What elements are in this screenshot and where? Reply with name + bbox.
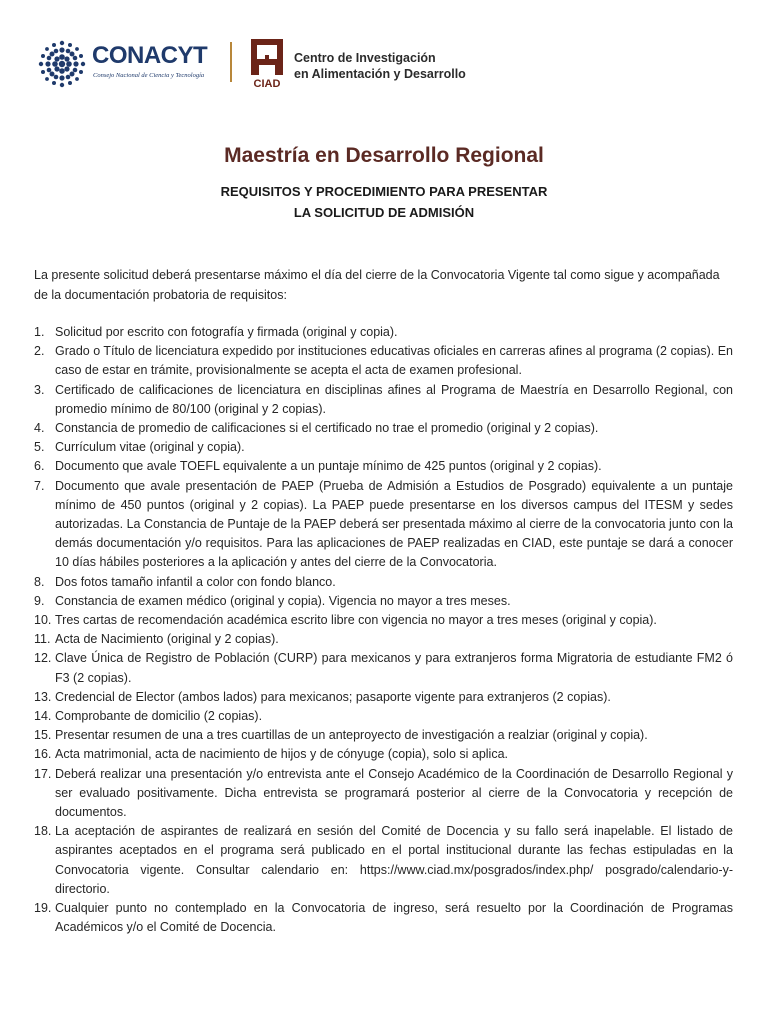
list-item <box>34 573 733 592</box>
document-header <box>34 30 734 94</box>
conacyt-logo-icon <box>34 36 90 92</box>
list-item-text: Certificado de calificaciones de licenciatura en disciplinas afines al Programa de Maestría en Desarrollo Regional, con promedio mínimo de 80/100 (original y 2 copias). <box>55 382 733 416</box>
conacyt-wordmark: CONACYT <box>92 42 208 69</box>
subtitle-line-1: REQUISITOS Y PROCEDIMIENTO PARA PRESENTAR <box>220 184 548 199</box>
list-item <box>34 419 733 438</box>
list-item <box>34 899 733 937</box>
list-item-text: Acta de Nacimiento (original y 2 copias). <box>55 632 279 647</box>
ciad-logo-icon <box>247 35 287 81</box>
list-item <box>34 457 733 476</box>
ciad-acronym: CIAD <box>253 78 281 90</box>
list-item-number: 10. <box>34 613 52 628</box>
list-item <box>34 822 733 899</box>
list-item-number: 11. <box>34 632 51 647</box>
list-item-number: 1. <box>34 325 45 339</box>
list-item-text: Tres cartas de recomendación académica escrito libre con vigencia no mayor a tres meses (original y copia). <box>55 613 657 628</box>
list-item-number: 3. <box>34 382 45 397</box>
list-item <box>34 342 733 380</box>
list-item-text: Credencial de Elector (ambos lados) para mexicanos; pasaporte vigente para extranjeros (2 copias). <box>55 689 611 704</box>
list-item <box>34 765 733 823</box>
requirements-list <box>34 323 733 938</box>
list-item-text: Grado o Título de licenciatura expedido por instituciones educativas oficiales en carreras afines al programa (2 copias). En caso de estar en trámite, provisionalmente se acepta el acta de examen profesional. <box>55 344 733 378</box>
list-item-text: Comprobante de domicilio (2 copias). <box>55 709 263 724</box>
list-item <box>34 592 733 611</box>
list-item <box>34 630 733 649</box>
list-item <box>34 611 733 630</box>
list-item-text: Constancia de promedio de calificaciones si el certificado no trae el promedio (original y 2 copias). <box>55 421 599 436</box>
center-name-line-1: Centro de Investigación <box>294 51 436 65</box>
subtitle-line-2: LA SOLICITUD DE ADMISIÓN <box>293 205 475 220</box>
list-item-text: Documento que avale TOEFL equivalente a un puntaje mínimo de 425 puntos (original y 2 copias). <box>55 459 602 474</box>
list-item-number: 19. <box>34 901 52 916</box>
list-item <box>34 688 733 707</box>
list-item-number: 6. <box>34 459 45 474</box>
list-item-text: Solicitud por escrito con fotografía y firmada (original y copia). <box>55 325 398 339</box>
list-item-number: 13. <box>34 689 52 704</box>
list-item-text: La aceptación de aspirantes de realizará en sesión del Comité de Docencia y su fallo será inapelable. El listado de aspirantes aceptados en el programa será publicado en el portal institucional durante las fechas estipuladas en la Convocatoria vigente. Consultar calendario en: https://www.ciad.mx/posgrados/index.php/ posgrado/calendario-y-directorio. <box>55 824 733 896</box>
list-item-text: Acta matrimonial, acta de nacimiento de hijos y de cónyuge (copia), solo si aplica. <box>55 747 509 762</box>
list-item <box>34 726 733 745</box>
list-item-number: 17. <box>34 766 52 781</box>
list-item-number: 15. <box>34 728 52 743</box>
intro-paragraph: La presente solicitud deberá presentarse máximo el día del cierre de la Convocatoria Vigente tal como sigue y acompañada de la documentación probatoria de requisitos: <box>34 268 720 302</box>
document-subtitle <box>0 181 768 223</box>
list-item-number: 16. <box>34 747 52 762</box>
document-title: Maestría en Desarrollo Regional <box>224 144 544 167</box>
list-item-number: 2. <box>34 344 45 359</box>
list-item-text: Presentar resumen de una a tres cuartillas de un anteproyecto de investigación a realziar (original y copia). <box>55 728 648 743</box>
list-item-number: 8. <box>34 574 45 589</box>
list-item <box>34 707 733 726</box>
list-item-number: 7. <box>34 478 45 493</box>
list-item-text: Deberá realizar una presentación y/o entrevista ante el Consejo Académico de la Coordinación de Desarrollo Regional y ser evaluado positivamente. Dicha entrevista se programará posterior al cierre de la Convocatoria y recepción de documentos. <box>55 766 733 820</box>
list-item-text: Clave Única de Registro de Población (CURP) para mexicanos y para extranjeros forma Migratoria de estudiante FM2 ó F3 (2 copias). <box>55 651 733 685</box>
list-item <box>34 649 733 687</box>
list-item-text: Documento que avale presentación de PAEP (Prueba de Admisión a Estudios de Posgrado) equivalente a un puntaje mínimo de 450 puntos (original y 2 copias). La PAEP puede presentarse en los diversos campus del ITESM y sedes autorizadas. La Constancia de Puntaje de la PAEP deberá ser presentada máximo al cierre de la convocatoria junto con la demás documentación y/o requisitos. Para las aplicaciones de PAEP realizadas en CIAD, este puntaje se dará a conocer 10 días hábiles posteriores a la aplicación y antes del cierre de la Convocatoria. <box>55 478 733 570</box>
list-item-number: 14. <box>34 709 52 724</box>
list-item <box>34 438 733 457</box>
conacyt-subtitle: Consejo Nacional de Ciencia y Tecnología <box>93 72 205 79</box>
header-divider <box>230 42 232 82</box>
list-item-number: 18. <box>34 824 52 839</box>
list-item-text: Dos fotos tamaño infantil a color con fondo blanco. <box>55 574 336 589</box>
list-item-text: Constancia de examen médico (original y copia). Vigencia no mayor a tres meses. <box>55 593 511 608</box>
list-item-number: 4. <box>34 421 45 436</box>
list-item-number: 9. <box>34 593 45 608</box>
list-item-number: 5. <box>34 440 45 455</box>
list-item <box>34 477 733 573</box>
list-item <box>34 745 733 764</box>
center-name-line-2: en Alimentación y Desarrollo <box>294 67 466 81</box>
list-item-number: 12. <box>34 651 52 666</box>
list-item <box>34 323 733 342</box>
list-item <box>34 381 733 419</box>
center-name <box>294 50 466 82</box>
list-item-text: Currículum vitae (original y copia). <box>55 440 245 455</box>
list-item-text: Cualquier punto no contemplado en la Convocatoria de ingreso, será resuelto por la Coordinación de Programas Académicos y/o el Comité de Docencia. <box>55 901 733 935</box>
